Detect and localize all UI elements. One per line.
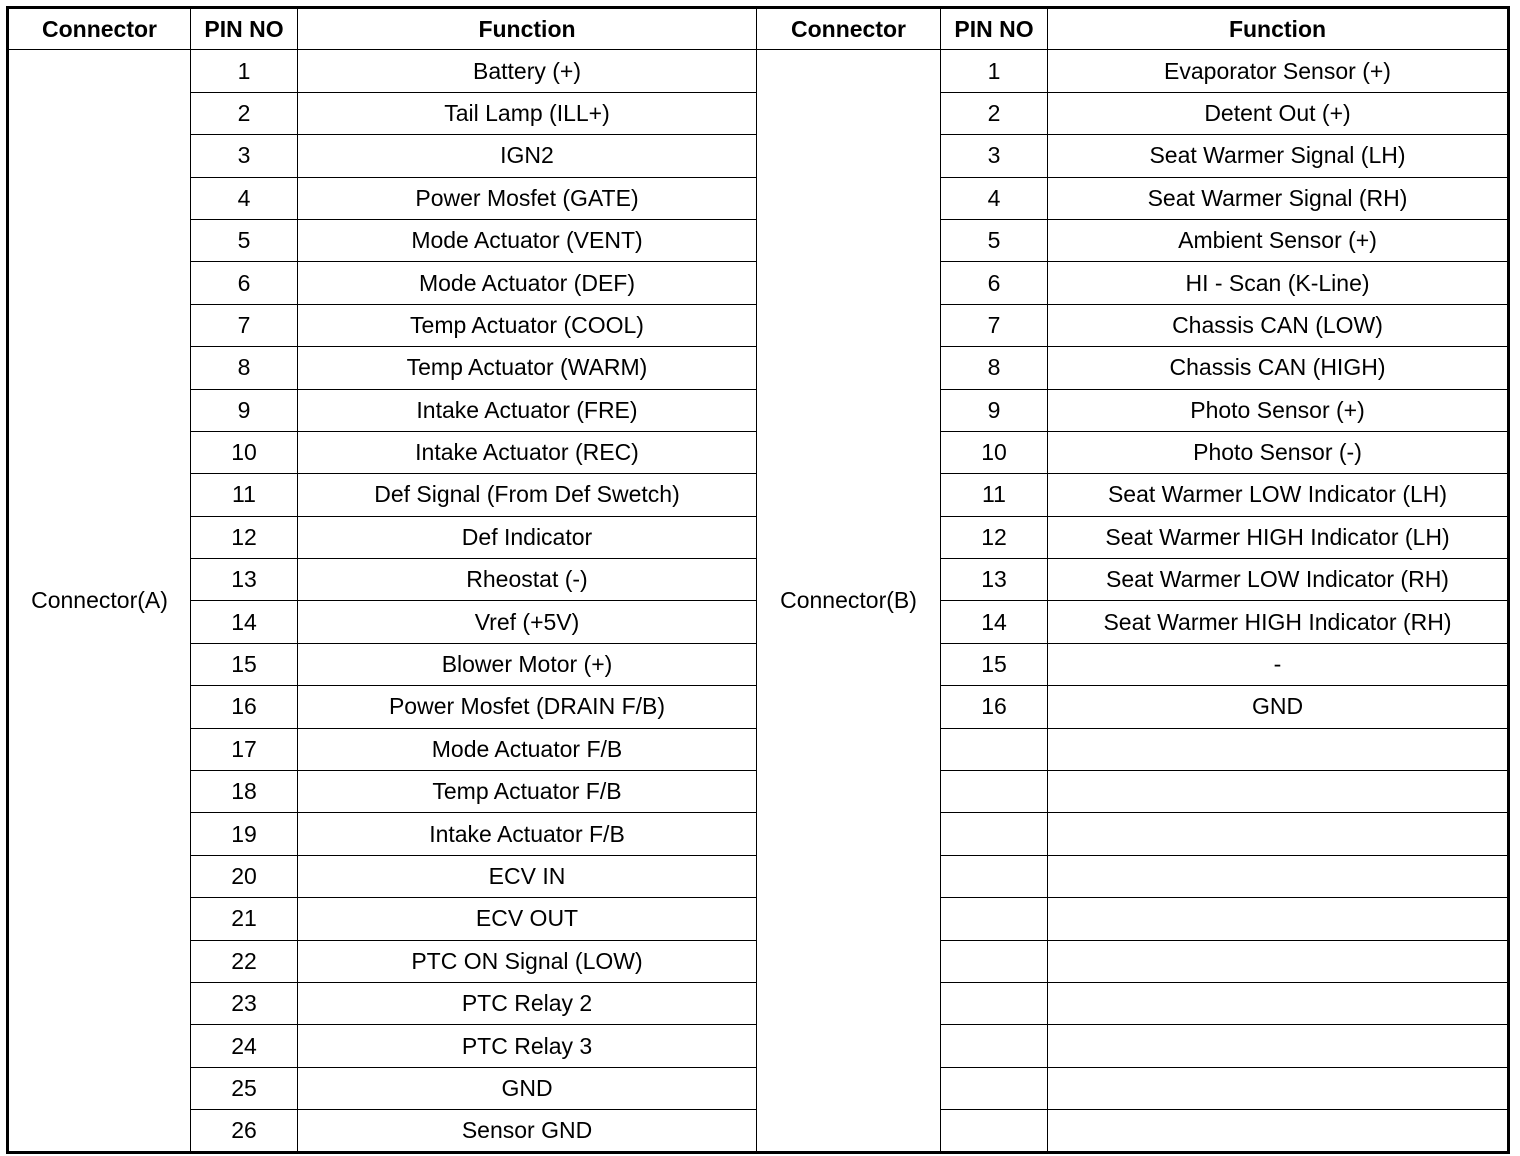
pin-number-b: 4 <box>941 177 1048 219</box>
pin-function-a: Vref (+5V) <box>298 601 757 643</box>
pin-number-b <box>941 1110 1048 1152</box>
pin-number-b: 8 <box>941 347 1048 389</box>
pin-number-a: 15 <box>191 643 298 685</box>
pin-function-b <box>1048 813 1509 855</box>
pin-number-b <box>941 813 1048 855</box>
pin-number-b: 10 <box>941 431 1048 473</box>
pin-number-a: 8 <box>191 347 298 389</box>
pin-function-b: Evaporator Sensor (+) <box>1048 50 1509 92</box>
pin-function-a: IGN2 <box>298 135 757 177</box>
pin-number-a: 22 <box>191 940 298 982</box>
pin-function-b: Chassis CAN (LOW) <box>1048 304 1509 346</box>
connector-a-label: Connector(A) <box>8 50 191 1152</box>
pin-number-b <box>941 1067 1048 1109</box>
pin-function-a: Intake Actuator (REC) <box>298 431 757 473</box>
pin-number-b: 16 <box>941 686 1048 728</box>
pin-function-b <box>1048 855 1509 897</box>
pin-function-a: Rheostat (-) <box>298 559 757 601</box>
pin-number-b: 9 <box>941 389 1048 431</box>
pin-function-b: Detent Out (+) <box>1048 92 1509 134</box>
pin-number-a: 26 <box>191 1110 298 1152</box>
pin-function-a: Temp Actuator F/B <box>298 771 757 813</box>
pin-number-b <box>941 855 1048 897</box>
pin-function-b <box>1048 728 1509 770</box>
pin-number-a: 10 <box>191 431 298 473</box>
pin-number-b: 6 <box>941 262 1048 304</box>
pin-function-a: Mode Actuator (VENT) <box>298 219 757 261</box>
pin-function-a: Tail Lamp (ILL+) <box>298 92 757 134</box>
pin-function-b: Seat Warmer Signal (LH) <box>1048 135 1509 177</box>
pin-function-b: Photo Sensor (+) <box>1048 389 1509 431</box>
header-row <box>8 8 1509 50</box>
pin-function-b: Seat Warmer HIGH Indicator (LH) <box>1048 516 1509 558</box>
pin-function-b: Seat Warmer LOW Indicator (RH) <box>1048 559 1509 601</box>
pin-function-b <box>1048 1067 1509 1109</box>
pin-function-b: Chassis CAN (HIGH) <box>1048 347 1509 389</box>
pin-function-b: Ambient Sensor (+) <box>1048 219 1509 261</box>
pin-function-b: Seat Warmer LOW Indicator (LH) <box>1048 474 1509 516</box>
pin-number-b <box>941 940 1048 982</box>
pin-function-a: Mode Actuator F/B <box>298 728 757 770</box>
pin-number-b: 12 <box>941 516 1048 558</box>
header-pin-no-b: PIN NO <box>941 8 1048 50</box>
pin-number-a: 20 <box>191 855 298 897</box>
pin-function-a: ECV IN <box>298 855 757 897</box>
pin-number-b <box>941 728 1048 770</box>
pin-number-b: 15 <box>941 643 1048 685</box>
pin-number-b <box>941 982 1048 1024</box>
pin-number-a: 18 <box>191 771 298 813</box>
pin-number-a: 4 <box>191 177 298 219</box>
pin-number-a: 21 <box>191 898 298 940</box>
pin-function-b <box>1048 1025 1509 1067</box>
pin-function-a: GND <box>298 1067 757 1109</box>
pin-function-a: Blower Motor (+) <box>298 643 757 685</box>
pin-number-a: 9 <box>191 389 298 431</box>
pin-table-body <box>8 50 1509 1152</box>
header-connector-a: Connector <box>8 8 191 50</box>
pin-number-b: 11 <box>941 474 1048 516</box>
pin-number-a: 13 <box>191 559 298 601</box>
pin-number-b <box>941 1025 1048 1067</box>
pin-function-a: Mode Actuator (DEF) <box>298 262 757 304</box>
header-function-a: Function <box>298 8 757 50</box>
pin-number-a: 12 <box>191 516 298 558</box>
pin-function-a: Intake Actuator F/B <box>298 813 757 855</box>
pin-number-a: 16 <box>191 686 298 728</box>
pin-number-a: 14 <box>191 601 298 643</box>
pin-table-sheet <box>6 6 1507 1150</box>
pin-function-a: PTC Relay 3 <box>298 1025 757 1067</box>
pin-function-a: Temp Actuator (WARM) <box>298 347 757 389</box>
pin-number-a: 23 <box>191 982 298 1024</box>
pin-function-a: ECV OUT <box>298 898 757 940</box>
table-row <box>8 50 1509 92</box>
pin-function-b: HI - Scan (K-Line) <box>1048 262 1509 304</box>
connector-pin-table <box>6 6 1510 1154</box>
pin-function-b <box>1048 1110 1509 1152</box>
pin-function-a: Power Mosfet (DRAIN F/B) <box>298 686 757 728</box>
pin-function-a: PTC ON Signal (LOW) <box>298 940 757 982</box>
pin-number-a: 17 <box>191 728 298 770</box>
pin-number-b: 13 <box>941 559 1048 601</box>
connector-b-label: Connector(B) <box>757 50 941 1152</box>
pin-function-a: Temp Actuator (COOL) <box>298 304 757 346</box>
pin-number-b: 5 <box>941 219 1048 261</box>
pin-number-b: 3 <box>941 135 1048 177</box>
pin-function-b <box>1048 940 1509 982</box>
pin-function-b: Photo Sensor (-) <box>1048 431 1509 473</box>
pin-function-a: PTC Relay 2 <box>298 982 757 1024</box>
pin-number-b <box>941 771 1048 813</box>
pin-number-a: 25 <box>191 1067 298 1109</box>
pin-number-b: 7 <box>941 304 1048 346</box>
pin-number-b <box>941 898 1048 940</box>
pin-function-b <box>1048 771 1509 813</box>
pin-function-a: Intake Actuator (FRE) <box>298 389 757 431</box>
pin-number-a: 6 <box>191 262 298 304</box>
pin-function-a: Power Mosfet (GATE) <box>298 177 757 219</box>
pin-number-a: 3 <box>191 135 298 177</box>
pin-number-b: 2 <box>941 92 1048 134</box>
pin-function-b: Seat Warmer HIGH Indicator (RH) <box>1048 601 1509 643</box>
pin-function-a: Battery (+) <box>298 50 757 92</box>
pin-function-b <box>1048 982 1509 1024</box>
header-function-b: Function <box>1048 8 1509 50</box>
pin-function-b: Seat Warmer Signal (RH) <box>1048 177 1509 219</box>
pin-function-b <box>1048 898 1509 940</box>
pin-number-a: 24 <box>191 1025 298 1067</box>
pin-number-a: 5 <box>191 219 298 261</box>
pin-number-a: 1 <box>191 50 298 92</box>
pin-number-a: 2 <box>191 92 298 134</box>
header-pin-no-a: PIN NO <box>191 8 298 50</box>
pin-function-a: Def Indicator <box>298 516 757 558</box>
pin-number-a: 7 <box>191 304 298 346</box>
header-connector-b: Connector <box>757 8 941 50</box>
pin-function-b: - <box>1048 643 1509 685</box>
pin-number-b: 1 <box>941 50 1048 92</box>
pin-number-b: 14 <box>941 601 1048 643</box>
pin-function-b: GND <box>1048 686 1509 728</box>
pin-function-a: Def Signal (From Def Swetch) <box>298 474 757 516</box>
pin-number-a: 11 <box>191 474 298 516</box>
pin-number-a: 19 <box>191 813 298 855</box>
pin-function-a: Sensor GND <box>298 1110 757 1152</box>
